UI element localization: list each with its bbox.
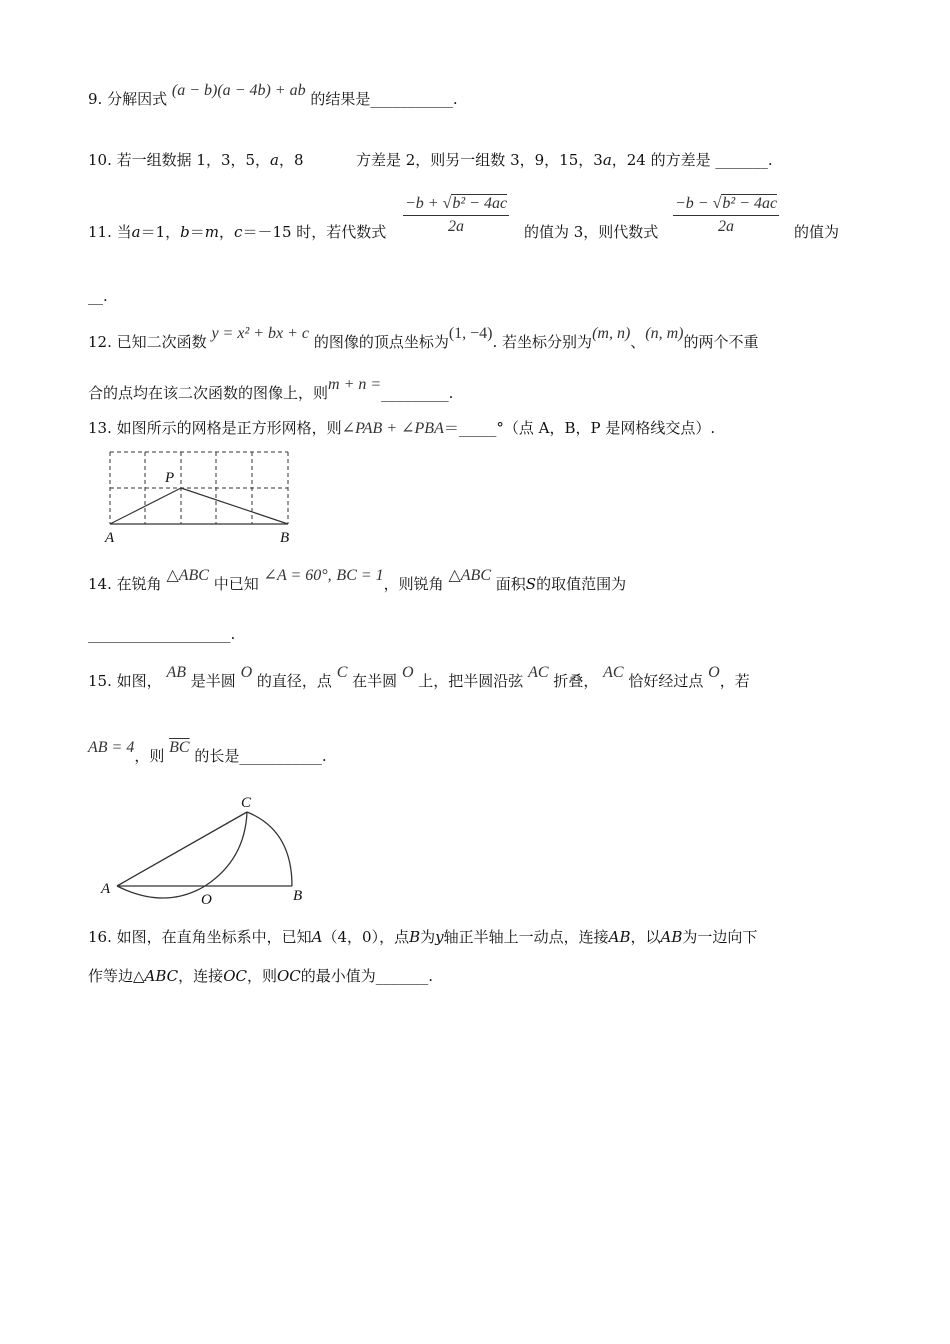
q10-text-d: ，24 的方差是: [611, 151, 711, 169]
q14-t1: 在锐角: [116, 575, 162, 593]
q15-t9: ，则: [134, 747, 165, 765]
q15-label-a: A: [101, 881, 111, 897]
q16-line2-a: 作等边△: [88, 967, 145, 985]
q9-text: 分解因式: [107, 90, 168, 108]
q11-end: .: [103, 287, 108, 305]
q15-condition: AB = 4: [88, 739, 135, 756]
q9-text-b: 的结果是: [310, 90, 371, 108]
question-12-line2: [88, 376, 454, 404]
q13-segment-pb: [181, 488, 288, 524]
q14-condition-2: BC = 1: [336, 567, 384, 584]
q13-number: 13.: [88, 419, 112, 437]
q12-t5: 的两个不重: [683, 333, 759, 351]
q16-t1: 如图，在直角坐标系中，已知: [116, 928, 312, 946]
q14-t2: 中已知: [213, 575, 259, 593]
q16-oc: OC: [223, 967, 247, 985]
q15-o: O: [240, 664, 253, 681]
q12-t1: 已知二次函数: [116, 333, 207, 351]
q11-frac1-num-a: −b +: [405, 195, 439, 212]
q15-t7: 恰好经过点: [628, 672, 704, 690]
q16-line2-d: 的最小值为: [300, 967, 376, 985]
q12-end: .: [448, 384, 454, 402]
q9-expression: (a − b)(a − 4b) + ab: [171, 82, 306, 99]
question-16: [88, 927, 757, 947]
q16-ab2: AB: [660, 928, 683, 946]
q15-label-c: C: [241, 795, 252, 811]
q11-middle: [524, 222, 658, 242]
q11-frac2-radicand: b² − 4ac: [722, 195, 778, 212]
q13-label-a: A: [105, 530, 115, 546]
q15-c: C: [336, 664, 348, 681]
q16-t4: 轴正半轴上一动点，连接: [443, 928, 609, 946]
question-13: [88, 418, 715, 439]
q15-t6: 折叠，: [553, 672, 599, 690]
q11-var-b: b: [180, 223, 190, 241]
q9-end: .: [452, 90, 458, 108]
q13-grid-lines: [110, 452, 288, 524]
q16-oc2: OC: [276, 967, 301, 985]
q12-number: 12.: [88, 333, 112, 351]
q14-t3: ，则锐角: [383, 575, 444, 593]
q13-expression: ∠PAB + ∠PBA: [341, 420, 444, 437]
q16-t2: （4，0），点: [322, 928, 410, 946]
q12-point-1: (m, n): [592, 325, 631, 342]
q16-number: 16.: [88, 928, 112, 946]
q16-end: .: [428, 967, 434, 985]
q12-point-2: (n, m): [645, 325, 684, 342]
question-10-cont: [356, 150, 773, 170]
q11-var-m: m: [204, 223, 220, 241]
q15-t3: 的直径，点: [256, 672, 332, 690]
q15-ab: AB: [166, 664, 186, 681]
q15-end: .: [321, 747, 327, 765]
q11-t5: ＝－15 时，若代数式: [242, 223, 387, 241]
q14-t4: 面积: [495, 575, 526, 593]
q10-answer-blank: _______: [715, 151, 768, 169]
q15-o3: O: [708, 664, 720, 681]
q11-t1: 当: [116, 223, 132, 241]
q11-answer-blank: __: [88, 287, 103, 305]
question-11: [88, 222, 386, 242]
q14-number: 14.: [88, 575, 112, 593]
q12-t3: . 若坐标分别为: [492, 333, 593, 351]
q15-t5: 上，把半圆沿弦: [418, 672, 524, 690]
q15-answer-blank: ___________: [239, 747, 322, 765]
q11-t2: ＝1，: [140, 223, 181, 241]
q10-end: .: [767, 151, 773, 169]
q10-text-a: 若一组数据 1，3，5，: [116, 151, 271, 169]
q15-t10: 的长是: [194, 747, 240, 765]
q16-line2-c: ，则: [246, 967, 277, 985]
q15-folded-arc: [117, 812, 247, 898]
q14-answer-blank: ___________________: [88, 625, 231, 643]
q10-text-b: ，8: [279, 151, 304, 169]
q11-frac1-den: 2a: [448, 218, 465, 235]
q13-answer-blank: _____: [458, 419, 497, 437]
q13-label-b: B: [280, 530, 290, 546]
q13-t2: ＝: [443, 419, 459, 437]
q13-grid-figure: [100, 446, 300, 546]
q15-number: 15.: [88, 672, 112, 690]
q13-label-p: P: [165, 470, 175, 486]
q12-line2-text: 合的点均在该二次函数的图像上，则: [88, 384, 329, 402]
q11-t6: 的值为 3，则代数式: [524, 223, 659, 241]
question-14: [88, 567, 627, 595]
q11-end-text: [794, 222, 839, 242]
q13-t1: 如图所示的网格是正方形网格，则: [116, 419, 342, 437]
q10-var-a2: a: [602, 151, 612, 169]
q15-ac2: AC: [603, 664, 624, 681]
q12-expression: m + n =: [328, 376, 382, 393]
q9-number: 9.: [88, 90, 103, 108]
q11-fraction-2: $\frac{\text{−b − √b² − 4ac}}{2a}$: [672, 193, 780, 238]
q12-t4: 、: [630, 333, 646, 351]
q10-number: 10.: [88, 151, 112, 169]
question-15: [88, 664, 750, 692]
question-12: [88, 325, 759, 353]
q14-condition-1: ∠A = 60°,: [263, 567, 332, 584]
q16-ab: AB: [608, 928, 631, 946]
q16-t6: 为一边向下: [682, 928, 758, 946]
question-10: [88, 150, 304, 170]
q12-function: y = x² + bx + c: [211, 325, 310, 342]
q12-answer-blank: _________: [381, 384, 449, 402]
q14-triangle-2: △ABC: [448, 567, 491, 584]
q15-t8: ，若: [719, 672, 750, 690]
q14-triangle: △ABC: [166, 567, 209, 584]
q15-label-b: B: [293, 888, 303, 904]
q11-t7: 的值为: [794, 223, 840, 241]
q14-end: .: [230, 625, 236, 643]
q15-t4: 在半圆: [352, 672, 398, 690]
q11-t3: ＝: [189, 223, 205, 241]
q15-arc-cb: [247, 812, 292, 886]
q11-frac2-num-a: −b −: [675, 195, 709, 212]
q12-vertex: (1, −4): [448, 325, 493, 342]
q15-t1: 如图，: [116, 672, 162, 690]
q11-frac2-den: 2a: [718, 218, 735, 235]
q16-var-a: A: [311, 928, 323, 946]
q10-text-c: 方差是 2，则另一组数 3，9，15，3: [356, 151, 603, 169]
q15-chord-ac: [117, 812, 247, 886]
q16-t5: ，以: [630, 928, 661, 946]
q13-t3: °（点 A，B，P 是网格线交点）.: [496, 419, 716, 437]
q16-abc: ABC: [144, 967, 179, 985]
q15-ac: AC: [528, 664, 549, 681]
q9-answer-blank: ___________: [370, 90, 453, 108]
question-9: [88, 82, 458, 110]
q16-line2-b: ，连接: [178, 967, 224, 985]
q11-answer-line: [88, 286, 108, 306]
q16-var-b: B: [409, 928, 421, 946]
question-15-line2: [88, 739, 327, 767]
q16-var-y: y: [435, 928, 444, 946]
question-16-line2: [88, 966, 433, 986]
q15-semicircle-figure: [95, 790, 325, 910]
q15-arc-bc: $\overline{BC}$: [169, 739, 190, 756]
q12-t2: 的图像的顶点坐标为: [313, 333, 449, 351]
q11-fraction-1: $\frac{\text{−b + √b² − 4ac}}{2a}$: [402, 193, 510, 238]
q11-t4: ，: [219, 223, 235, 241]
q11-number: 11.: [88, 223, 112, 241]
q16-t3: 为: [420, 928, 436, 946]
q11-var-c: c: [234, 223, 243, 241]
q15-label-o: O: [201, 892, 212, 908]
q11-var-a: a: [131, 223, 141, 241]
q15-o2: O: [401, 664, 414, 681]
q14-t5: 的取值范围为: [536, 575, 627, 593]
q14-answer-line: [88, 624, 235, 644]
q14-var-s: S: [525, 575, 537, 593]
q11-frac1-radicand: b² − 4ac: [452, 195, 508, 212]
q15-t2: 是半圆: [190, 672, 236, 690]
q16-answer-blank: _______: [375, 967, 429, 985]
q10-var-a: a: [270, 151, 279, 169]
